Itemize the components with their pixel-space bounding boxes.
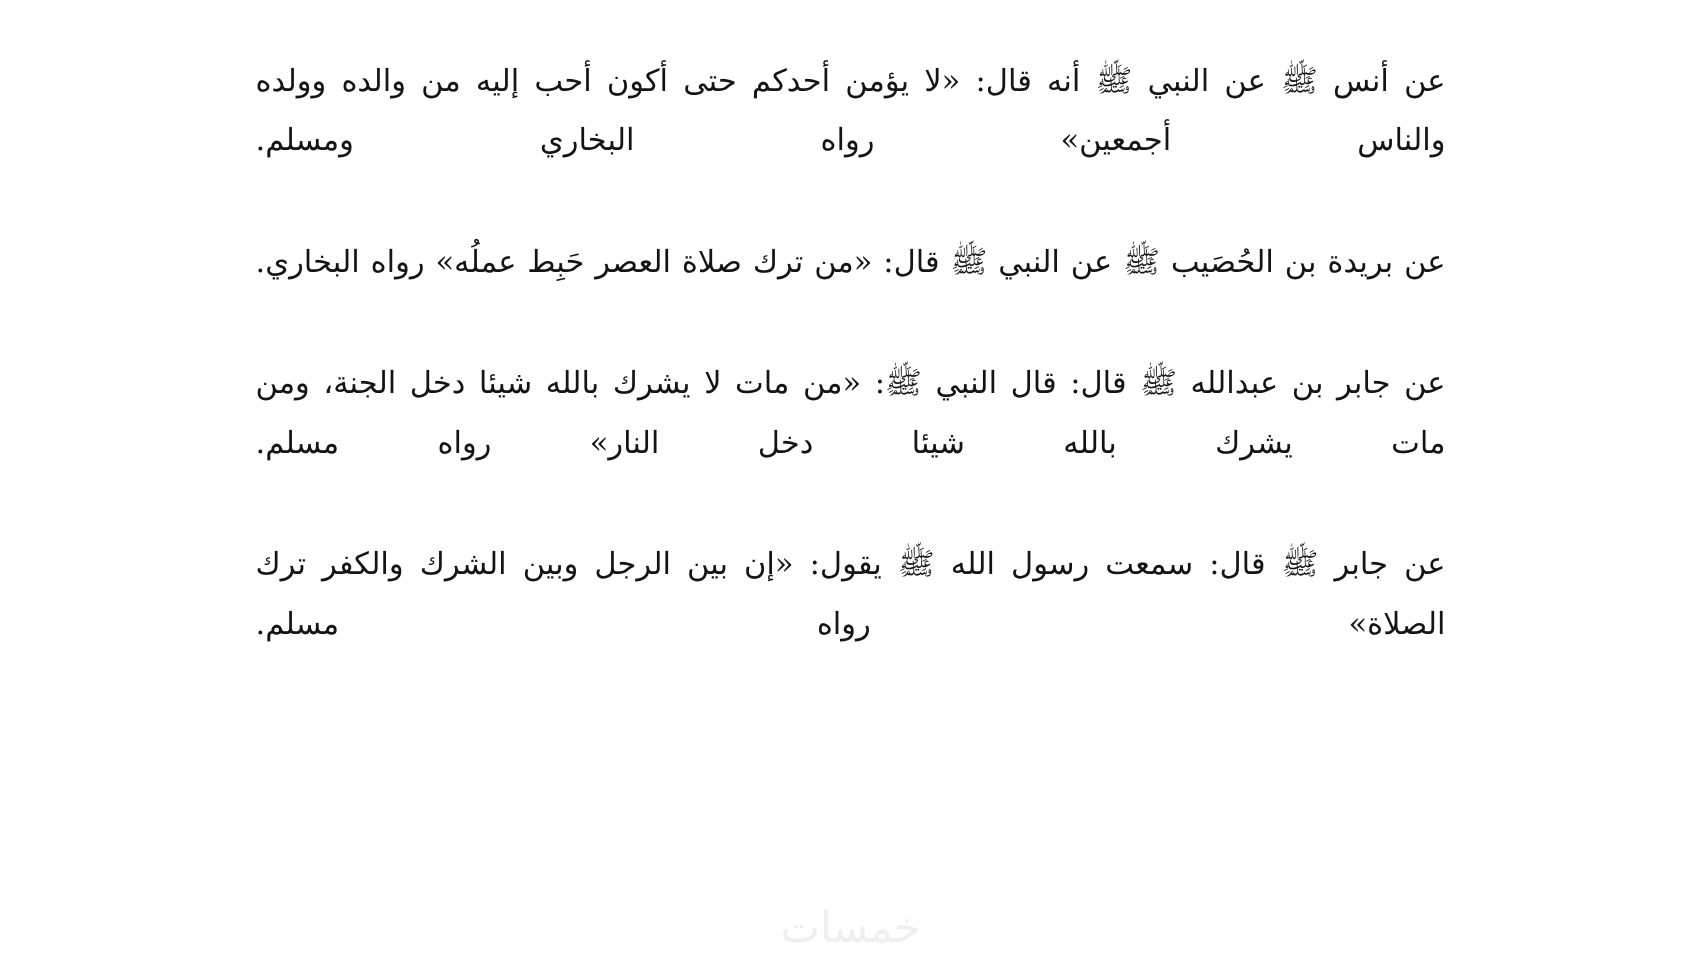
hadith-paragraph-1: عن أنس ﷺ عن النبي ﷺ أنه قال: «لا يؤمن أحدكم حتى أكون أحب إليه من والده وولده والناس أجمعين» رواه البخاري ومسلم. xyxy=(255,64,1446,159)
document-body xyxy=(256,52,1446,654)
hadith-paragraph-3: عن جابر بن عبدالله ﷺ قال: قال النبي ﷺ: «من مات لا يشرك بالله شيئا دخل الجنة، ومن مات يشرك بالله شيئا دخل النار» رواه مسلم. xyxy=(255,366,1446,461)
hadith-paragraph-2: عن بريدة بن الحُصَيب ﷺ عن النبي ﷺ قال: «من ترك صلاة العصر حَبِط عملُه» رواه البخاري. xyxy=(255,244,1446,280)
watermark-text: خمسات xyxy=(780,903,921,952)
hadith-paragraph-4: عن جابر ﷺ قال: سمعت رسول الله ﷺ يقول: «إن بين الرجل وبين الشرك والكفر ترك الصلاة» رواه مسلم. xyxy=(255,547,1446,642)
